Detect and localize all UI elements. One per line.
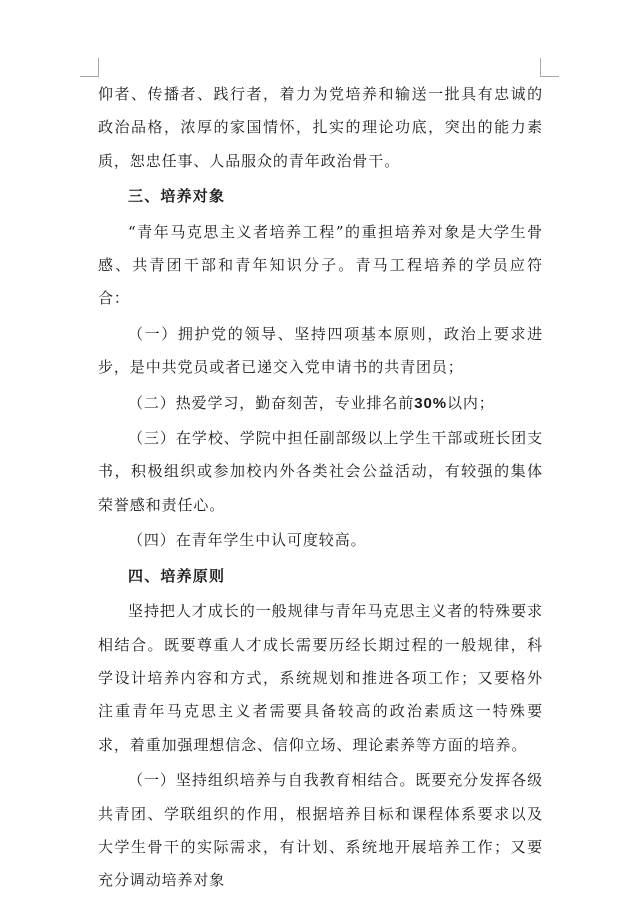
list-item-2-text-b: 以内； [446, 393, 495, 412]
list-item-2-text-a: （二）热爱学习，勤奋刻苦，专业排名前 [128, 393, 415, 412]
principle-item-1: （一）坚持组织培养与自我教育相结合。既要充分发挥各级共青团、学联组织的作用，根据培养目标和课程体系要求以及大学生骨干的实际需求，有计划、系统地开展培养工作；又要充分调动培养对象 [98, 771, 543, 890]
paragraph-targets-intro: “青年马克思主义者培养工程”的重担培养对象是大学生骨感、共青团干部和青年知识分子。青马工程培养的学员应符合： [98, 222, 543, 308]
document-body [98, 78, 543, 898]
list-item-1: （一）拥护党的领导、坚持四项基本原则，政治上要求进步，是中共党员或者已递交入党申请书的共青团员； [98, 324, 543, 377]
paragraph-continuation: 仰者、传播者、践行者，着力为党培养和输送一批具有忠诚的政治品格，浓厚的家国情怀，扎实的理论功底，突出的能力素质，恕忠任事、人品服众的青年政治骨干。 [98, 85, 543, 170]
top-left-margin-mark [80, 58, 99, 77]
section-heading-training-principles: 四、培养原则 [128, 566, 226, 585]
list-item-4: （四）在青年学生中认可度较高。 [128, 531, 367, 550]
ranking-percent: 30% [414, 394, 447, 412]
list-item-3: （三）在学校、学院中担任副部级以上学生干部或班长团支书，积极组织或参加校内外各类社会公益活动，有较强的集体荣誉感和责任心。 [98, 429, 543, 514]
paragraph-principles: 坚持把人才成长的一般规律与青年马克思主义者的特殊要求相结合。既要尊重人才成长需要历经长期过程的一般规律，科学设计培养内容和方式，系统规划和推进各项工作；又要格外注重青年马克思主义者需要具备较高的政治素质这一特殊要求，着重加强理想信念、信仰立场、理论素养等方面的培养。 [98, 602, 543, 754]
section-heading-training-targets: 三、培养对象 [128, 187, 226, 206]
top-right-margin-mark [540, 58, 559, 77]
list-item-2 [98, 387, 543, 420]
